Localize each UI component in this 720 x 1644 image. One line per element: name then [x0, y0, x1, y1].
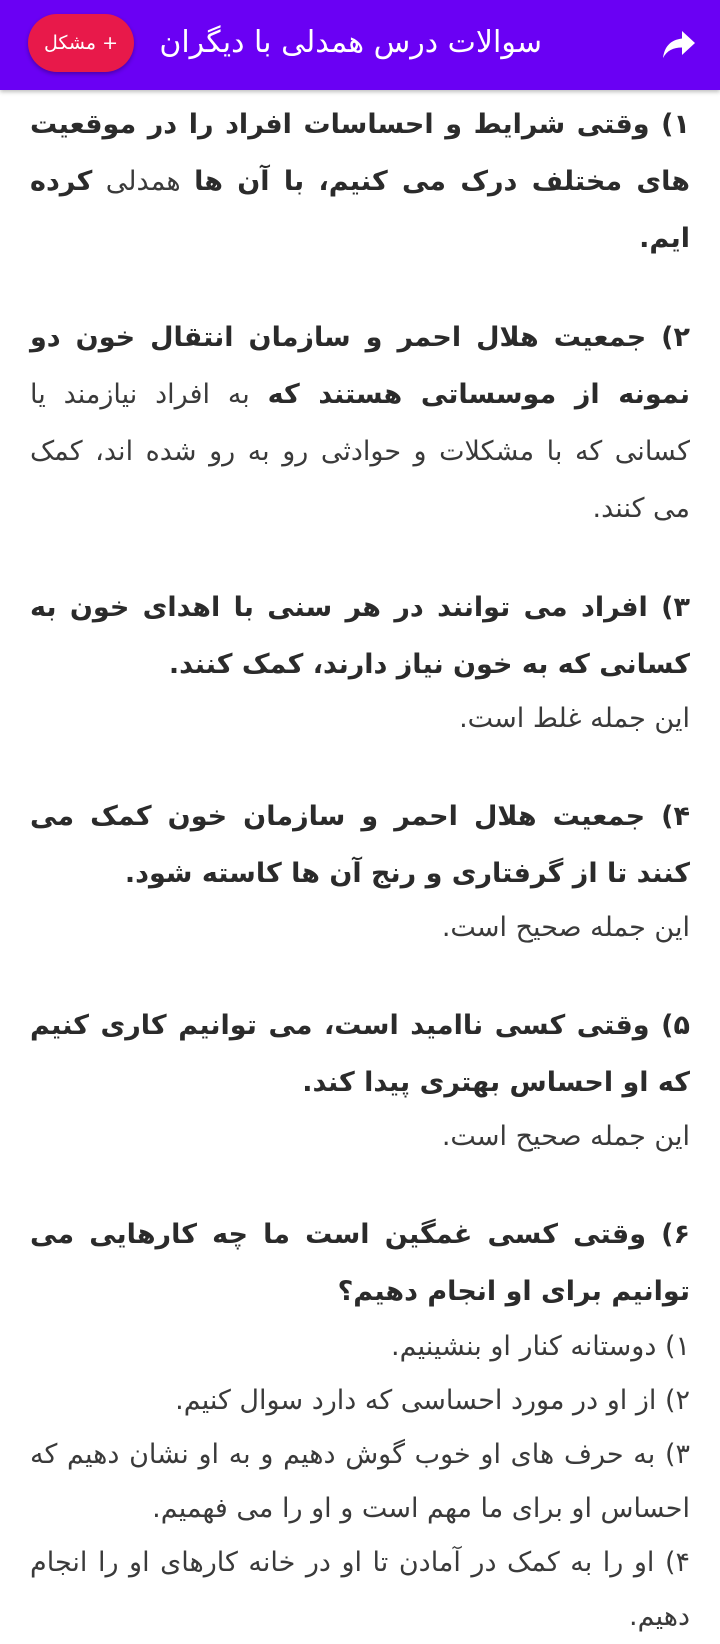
- question-5-answer: این جمله صحیح است.: [441, 1121, 690, 1152]
- question-5-text: ۵) وقتی کسی ناامید است، می توانیم کاری کنیم که او احساس بهتری پیدا کند.: [30, 1010, 690, 1098]
- question-2-answer: به افراد نیازمند یا کسانی که با مشکلات و حوادثی رو به رو شده اند، کمک می کنند.: [30, 379, 690, 524]
- question-3-answer: این جمله غلط است.: [459, 703, 690, 734]
- question-6: [30, 1206, 690, 1644]
- question-5: [30, 997, 690, 1164]
- question-1-keyword: همدلی: [92, 166, 195, 197]
- question-6-text: ۶) وقتی کسی غمگین است ما چه کارهایی می توانیم برای او انجام دهیم؟: [30, 1219, 690, 1307]
- page-title: سوالات درس همدلی با دیگران: [159, 25, 542, 60]
- question-2: [30, 309, 690, 537]
- question-4-text: ۴) جمعیت هلال احمر و سازمان خون کمک می کنند تا از گرفتاری و رنج آن ها کاسته شود.: [30, 801, 690, 889]
- content-scroll[interactable]: [0, 90, 720, 1632]
- question-3-text: ۳) افراد می توانند در هر سنی با اهدای خون به کسانی که به خون نیاز دارند، کمک کنند.: [30, 592, 690, 680]
- question-2-text: ۲) جمعیت هلال احمر و سازمان انتقال خون دو نمونه از موسساتی هستند که: [30, 322, 690, 410]
- report-problem-button[interactable]: + مشکل: [28, 14, 134, 72]
- question-1-text-a: ۱) وقتی شرایط و احساسات افراد را در موقعیت های مختلف درک می کنیم، با آن ها: [30, 109, 690, 197]
- question-1-text-b: کرده ایم.: [30, 166, 690, 254]
- question-6-answer-4: ۴) او را به کمک در آمادن تا او در خانه کارهای او را انجام دهیم.: [30, 1547, 690, 1632]
- question-6-answer-2: ۲) از او در مورد احساسی که دارد سوال کنیم.: [175, 1385, 690, 1416]
- share-icon: [661, 29, 697, 61]
- app-bar: [0, 0, 720, 90]
- question-3: [30, 579, 690, 746]
- share-button[interactable]: [656, 22, 702, 68]
- question-4: [30, 788, 690, 955]
- question-6-answer-1: ۱) دوستانه کنار او بنشینیم.: [391, 1331, 690, 1362]
- question-1: [30, 96, 690, 267]
- question-4-answer: این جمله صحیح است.: [441, 912, 690, 943]
- question-6-answer-3: ۳) به حرف های او خوب گوش دهیم و به او نشان دهیم که احساس او برای ما مهم است و او را می فهمیم.: [30, 1439, 690, 1524]
